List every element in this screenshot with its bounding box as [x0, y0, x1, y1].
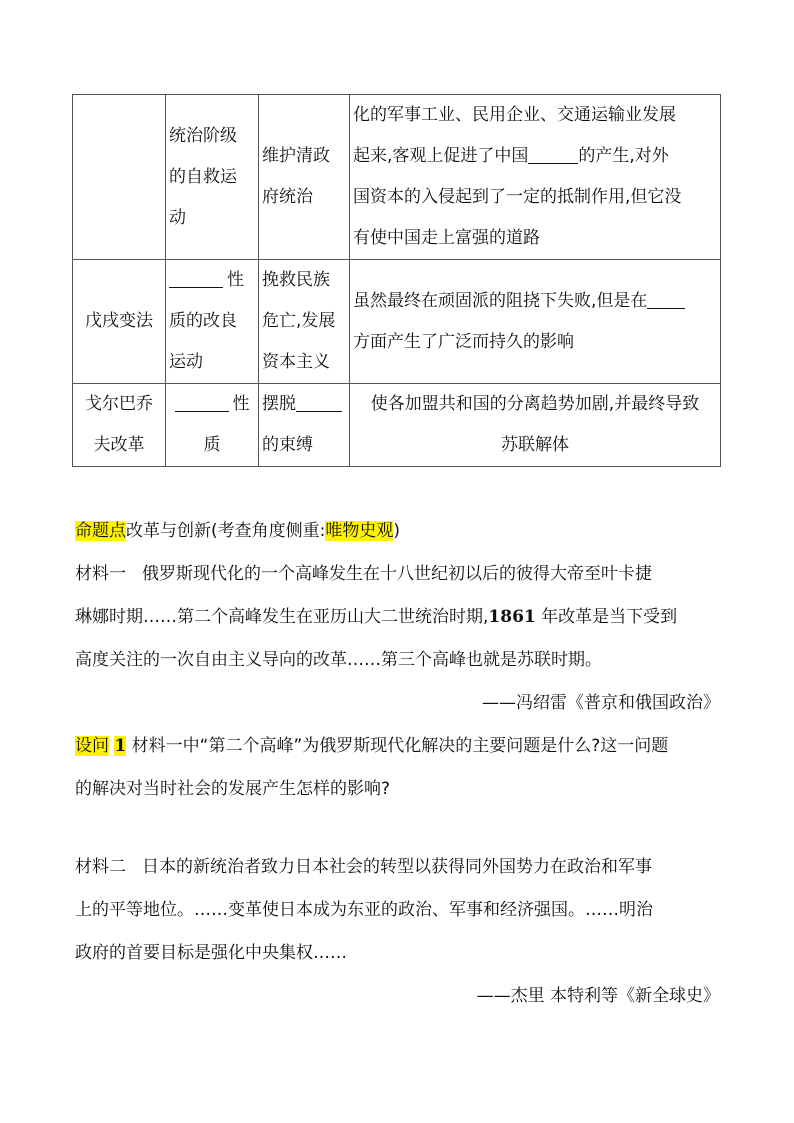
cell-text: 国资本的入侵起到了一定的抵制作用,但它没 — [353, 187, 682, 207]
cell-text: 的束缚 — [262, 435, 313, 455]
proposition-title: 改革与创新(考查角度侧重: — [126, 521, 326, 541]
cell-text: 虽然最终在顽固派的阻挠下失败,但是在 — [353, 290, 648, 311]
question-text: 的解决对当时社会的发展产生怎样的影响? — [75, 779, 391, 799]
table-cell — [166, 95, 259, 260]
paragraph-line: 年改革是当下受到 — [535, 607, 678, 627]
answer-blank[interactable] — [296, 394, 342, 412]
cell-text: 摆脱 — [262, 394, 296, 414]
table-cell — [166, 260, 259, 384]
paragraph-line: 政府的首要目标是强化中央集权…… — [75, 943, 347, 963]
table-row — [73, 260, 721, 384]
table-cell — [259, 95, 350, 260]
cell-text: 的自救运 — [169, 166, 237, 187]
cell-text: 动 — [169, 207, 186, 228]
cell-text: 起来,客观上促进了中国 — [353, 146, 529, 166]
cell-text: 府统治 — [262, 187, 313, 207]
cell-text: 有使中国走上富强的道路 — [353, 228, 540, 248]
proposition-heading — [75, 510, 720, 553]
cell-text: 性 — [227, 270, 244, 290]
table-cell — [73, 260, 166, 384]
answer-blank[interactable] — [647, 291, 685, 309]
table-cell — [259, 384, 350, 467]
proposition-tag: 命题点 — [75, 521, 126, 541]
paragraph-line: 俄罗斯现代化的一个高峰发生在十八世纪初以后的彼得大帝至叶卡捷 — [142, 564, 652, 584]
cell-text: 性 — [232, 394, 250, 414]
proposition-emphasis: 唯物史观 — [325, 521, 394, 541]
material-label: 材料二 — [75, 857, 126, 877]
paragraph-line: 上的平等地位。……变革使日本成为东亚的政治、军事和经济强国。……明治 — [75, 900, 653, 920]
question-tag: 设问 — [75, 736, 109, 756]
cell-text: 资本主义 — [262, 352, 330, 372]
answer-blank[interactable] — [528, 146, 578, 164]
cell-text: 戊戌变法 — [85, 311, 153, 331]
cell-text: 夫改革 — [93, 435, 145, 455]
question-one — [75, 725, 720, 811]
table-cell — [166, 384, 259, 467]
cell-text: 质 — [203, 435, 221, 455]
question-number: 1 — [114, 736, 127, 756]
source-citation: ——杰里 本特利等《新全球史》 — [476, 986, 720, 1006]
table-cell — [350, 260, 721, 384]
question-text: 材料一中“第二个高峰”为俄罗斯现代化解决的主要问题是什么?这一问题 — [126, 736, 669, 756]
table-row — [73, 384, 721, 467]
proposition-close: ) — [393, 521, 400, 541]
table-cell — [259, 260, 350, 384]
table-cell — [350, 95, 721, 260]
cell-text: 质的改良 — [169, 311, 237, 331]
paragraph-line: 琳娜时期……第二个高峰发生在亚历山大二世统治时期, — [75, 607, 489, 627]
cell-text: 使各加盟共和国的分离趋势加剧,并最终导致 — [370, 394, 700, 414]
paragraph-line: 高度关注的一次自由主义导向的改革……第三个高峰也就是苏联时期。 — [75, 650, 602, 670]
cell-text: 方面产生了广泛而持久的影响 — [353, 331, 574, 352]
table-cell — [73, 95, 166, 260]
year-number: 1861 — [488, 607, 536, 627]
cell-text: 化的军事工业、民用企业、交通运输业发展 — [353, 105, 676, 125]
table-cell — [350, 384, 721, 467]
paragraph-line: 日本的新统治者致力日本社会的转型以获得同外国势力在政治和军事 — [142, 857, 652, 877]
cell-text: 统治阶级 — [169, 125, 237, 146]
reform-comparison-table — [72, 94, 721, 467]
material-one — [75, 553, 720, 725]
cell-text: 戈尔巴乔 — [85, 394, 153, 414]
table-cell — [73, 384, 166, 467]
answer-blank[interactable] — [175, 394, 229, 412]
cell-text: 苏联解体 — [501, 435, 569, 455]
table-row — [73, 95, 721, 260]
cell-text: 的产生,对外 — [578, 146, 669, 166]
material-label: 材料一 — [75, 564, 126, 584]
source-citation: ——冯绍雷《普京和俄国政治》 — [482, 693, 720, 713]
cell-text: 挽救民族 — [262, 270, 330, 290]
answer-blank[interactable] — [169, 270, 223, 288]
material-two — [75, 846, 720, 1018]
cell-text: 维护清政 — [262, 146, 330, 166]
cell-text: 运动 — [169, 352, 203, 372]
cell-text: 危亡,发展 — [262, 311, 336, 331]
